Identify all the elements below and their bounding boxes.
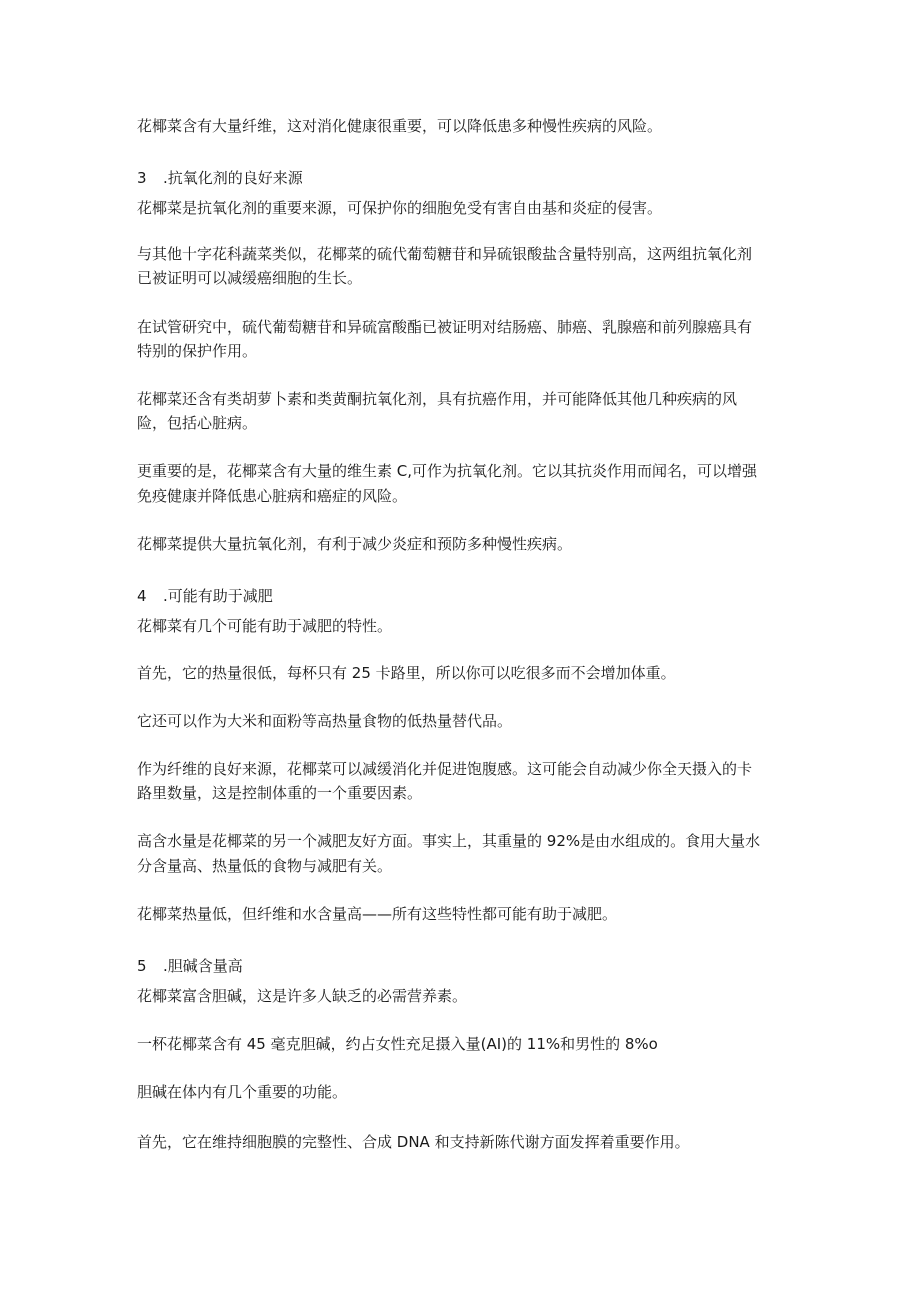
paragraph-line: 特别的保护作用。 xyxy=(137,342,258,360)
paragraph-line: 路里数量，这是控制体重的一个重要因素。 xyxy=(137,784,423,802)
paragraph-low-calorie: 首先，它的热量很低，每杯只有 25 卡路里，所以你可以吃很多而不会增加体重。 xyxy=(137,664,676,682)
paragraph-choline-role: 首先，它在维持细胞膜的完整性、合成 DNA 和支持新陈代谢方面发挥着重要作用。 xyxy=(137,1133,690,1151)
paragraph-substitute: 它还可以作为大米和面粉等高热量食物的低热量替代品。 xyxy=(137,712,513,730)
paragraph-line: 花椰菜还含有类胡萝卜素和类黄酮抗氧化剂，具有抗癌作用，并可能降低其他几种疾病的风 xyxy=(137,390,738,408)
section-number: 3 xyxy=(137,169,147,187)
paragraph-choline-amount: 一杯花椰菜含有 45 毫克胆碱，约占女性充足摄入量(AI)的 11%和男性的 8%o xyxy=(137,1035,658,1053)
section-heading-antioxidants xyxy=(137,166,303,190)
paragraph-line: 高含水量是花椰菜的另一个减肥友好方面。事实上，其重量的 92%是由水组成的。食用大量水 xyxy=(137,832,761,850)
paragraph-line: 在试管研究中，硫代葡萄糖苷和异硫富酸酯已被证明对结肠癌、肺癌、乳腺癌和前列腺癌具有 xyxy=(137,318,753,336)
paragraph-line: 与其他十字花科蔬菜类似，花椰菜的硫代葡萄糖苷和异硫银酸盐含量特别高，这两组抗氧化剂 xyxy=(137,245,753,263)
paragraph-line: 险，包括心脏病。 xyxy=(137,414,258,432)
paragraph-line: 更重要的是，花椰菜含有大量的维生素 C,可作为抗氧化剂。它以其抗炎作用而闻名，可以增强 xyxy=(137,462,758,480)
paragraph-line: 已被证明可以减缓癌细胞的生长。 xyxy=(137,269,363,287)
section-title: .可能有助于减肥 xyxy=(163,587,273,605)
paragraph-weight-loss-intro: 花椰菜有几个可能有助于减肥的特性。 xyxy=(137,617,393,635)
section-heading-choline xyxy=(137,954,243,978)
paragraph-line: 免疫健康并降低患心脏病和癌症的风险。 xyxy=(137,487,408,505)
paragraph-weight-loss-summary: 花椰菜热量低，但纤维和水含量高——所有这些特性都可能有助于减肥。 xyxy=(137,905,618,923)
paragraph-choline-functions: 胆碱在体内有几个重要的功能。 xyxy=(137,1083,348,1101)
section-number: 5 xyxy=(137,957,147,975)
section-number: 4 xyxy=(137,587,147,605)
section-title: .抗氧化剂的良好来源 xyxy=(163,169,303,187)
paragraph-antioxidant-source: 花椰菜是抗氧化剂的重要来源，可保护你的细胞免受有害自由基和炎症的侵害。 xyxy=(137,199,663,217)
paragraph-antioxidant-summary: 花椰菜提供大量抗氧化剂，有利于减少炎症和预防多种慢性疾病。 xyxy=(137,535,573,553)
paragraph-line: 作为纤维的良好来源，花椰菜可以减缓消化并促进饱腹感。这可能会自动减少你全天摄入的卡 xyxy=(137,760,753,778)
section-heading-weight-loss xyxy=(137,584,273,608)
paragraph-line: 分含量高、热量低的食物与减肥有关。 xyxy=(137,857,393,875)
section-title: .胆碱含量高 xyxy=(163,957,243,975)
paragraph-choline-intro: 花椰菜富含胆碱，这是许多人缺乏的必需营养素。 xyxy=(137,987,468,1005)
paragraph-fiber-summary: 花椰菜含有大量纤维，这对消化健康很重要，可以降低患多种慢性疾病的风险。 xyxy=(137,117,663,135)
